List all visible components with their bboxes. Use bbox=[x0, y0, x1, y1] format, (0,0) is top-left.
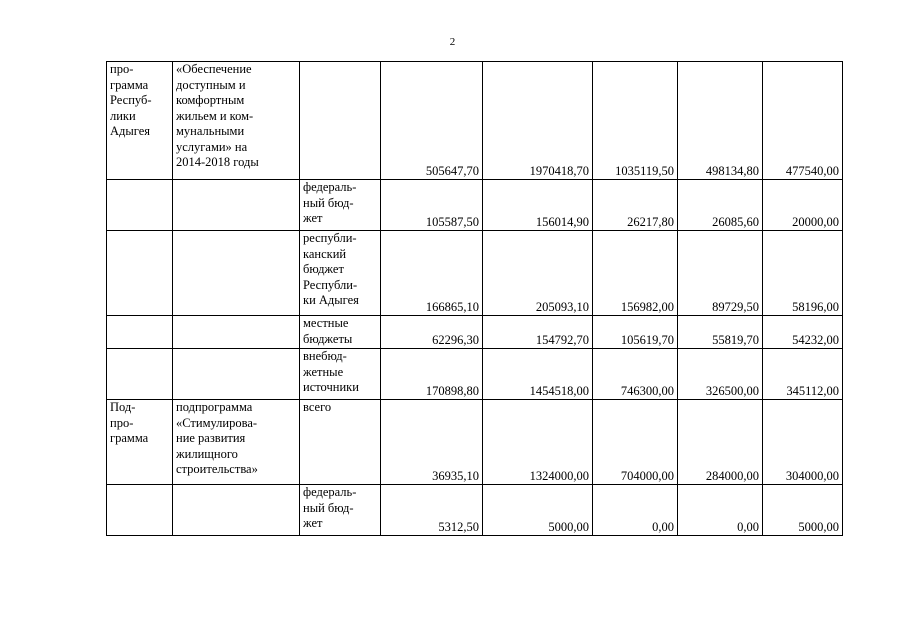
value-cell: 89729,50 bbox=[678, 231, 763, 316]
funding-source-cell: республи- канский бюджет Республи- ки Адыгея bbox=[300, 231, 381, 316]
program-type-cell bbox=[107, 180, 173, 231]
funding-source-cell: федераль- ный бюд- жет bbox=[300, 485, 381, 536]
funding-source-cell: местные бюджеты bbox=[300, 316, 381, 349]
funding-source-cell bbox=[300, 62, 381, 180]
program-name-cell bbox=[173, 180, 300, 231]
value-cell: 284000,00 bbox=[678, 400, 763, 485]
value-cell: 205093,10 bbox=[483, 231, 593, 316]
table-row bbox=[107, 349, 843, 400]
value-cell: 54232,00 bbox=[763, 316, 843, 349]
program-type-cell bbox=[107, 231, 173, 316]
table-row bbox=[107, 400, 843, 485]
value-cell: 55819,70 bbox=[678, 316, 763, 349]
value-cell: 498134,80 bbox=[678, 62, 763, 180]
program-name-cell: «Обеспечение доступным и комфортным жильем и ком- мунальными услугами» на 2014-2018 годы bbox=[173, 62, 300, 180]
value-cell: 20000,00 bbox=[763, 180, 843, 231]
value-cell: 304000,00 bbox=[763, 400, 843, 485]
value-cell: 62296,30 bbox=[381, 316, 483, 349]
table-row bbox=[107, 180, 843, 231]
table-row bbox=[107, 485, 843, 536]
value-cell: 156014,90 bbox=[483, 180, 593, 231]
program-type-cell bbox=[107, 485, 173, 536]
program-type-cell bbox=[107, 316, 173, 349]
program-type-cell: Под- про- грамма bbox=[107, 400, 173, 485]
value-cell: 345112,00 bbox=[763, 349, 843, 400]
funding-source-cell: федераль- ный бюд- жет bbox=[300, 180, 381, 231]
value-cell: 5000,00 bbox=[763, 485, 843, 536]
value-cell: 156982,00 bbox=[593, 231, 678, 316]
value-cell: 170898,80 bbox=[381, 349, 483, 400]
value-cell: 58196,00 bbox=[763, 231, 843, 316]
budget-table bbox=[106, 61, 843, 536]
program-name-cell bbox=[173, 485, 300, 536]
program-name-cell: подпрограмма «Стимулирова- ние развития жилищного строительства» bbox=[173, 400, 300, 485]
value-cell: 105619,70 bbox=[593, 316, 678, 349]
value-cell: 505647,70 bbox=[381, 62, 483, 180]
value-cell: 704000,00 bbox=[593, 400, 678, 485]
value-cell: 1324000,00 bbox=[483, 400, 593, 485]
value-cell: 105587,50 bbox=[381, 180, 483, 231]
program-type-cell bbox=[107, 349, 173, 400]
table-row bbox=[107, 62, 843, 180]
table-row bbox=[107, 231, 843, 316]
value-cell: 1454518,00 bbox=[483, 349, 593, 400]
value-cell: 5312,50 bbox=[381, 485, 483, 536]
table-row bbox=[107, 316, 843, 349]
program-name-cell bbox=[173, 349, 300, 400]
value-cell: 36935,10 bbox=[381, 400, 483, 485]
value-cell: 1970418,70 bbox=[483, 62, 593, 180]
value-cell: 154792,70 bbox=[483, 316, 593, 349]
value-cell: 477540,00 bbox=[763, 62, 843, 180]
program-type-cell: про- грамма Респуб- лики Адыгея bbox=[107, 62, 173, 180]
value-cell: 26217,80 bbox=[593, 180, 678, 231]
funding-source-cell: всего bbox=[300, 400, 381, 485]
program-name-cell bbox=[173, 231, 300, 316]
value-cell: 1035119,50 bbox=[593, 62, 678, 180]
value-cell: 0,00 bbox=[593, 485, 678, 536]
value-cell: 166865,10 bbox=[381, 231, 483, 316]
page-number: 2 bbox=[449, 36, 456, 48]
value-cell: 746300,00 bbox=[593, 349, 678, 400]
value-cell: 5000,00 bbox=[483, 485, 593, 536]
value-cell: 0,00 bbox=[678, 485, 763, 536]
value-cell: 326500,00 bbox=[678, 349, 763, 400]
value-cell: 26085,60 bbox=[678, 180, 763, 231]
program-name-cell bbox=[173, 316, 300, 349]
funding-source-cell: внебюд- жетные источники bbox=[300, 349, 381, 400]
